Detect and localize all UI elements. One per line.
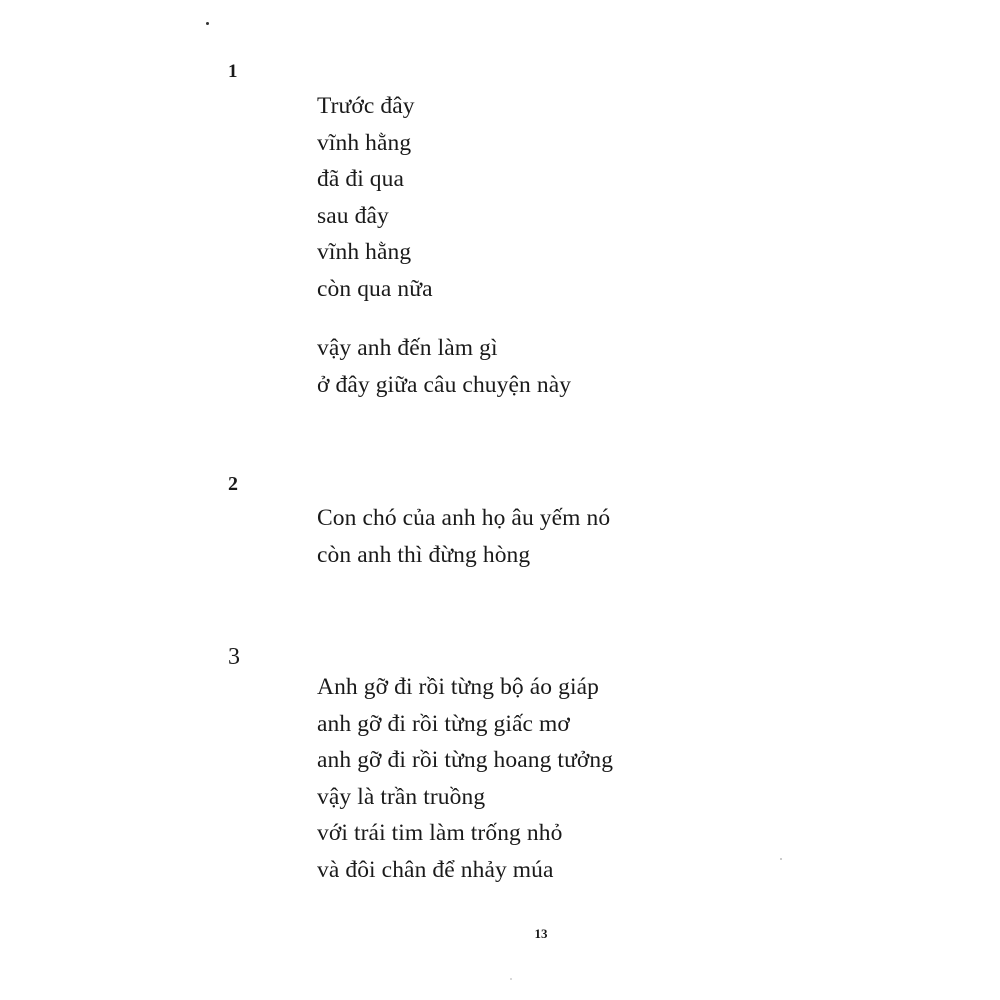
poem-line: vậy anh đến làm gì (317, 335, 498, 361)
section-number: 1 (228, 61, 238, 82)
poem-line: sau đây (317, 202, 389, 229)
section-number: 3 (228, 644, 240, 670)
page-number: 13 (534, 926, 548, 941)
poem-stanza (317, 88, 433, 307)
poem-line: Anh gỡ đi rồi từng bộ áo giáp (317, 674, 599, 700)
poem-line: với trái tim làm trống nhỏ (317, 820, 563, 846)
poem-stanza (317, 500, 610, 573)
ink-speck (780, 858, 782, 860)
poem-line: vĩnh hằng (317, 239, 412, 265)
poem-line: còn anh thì đừng hòng (317, 541, 531, 568)
poem-line: anh gỡ đi rồi từng hoang tưởng (317, 747, 614, 773)
poem-line: Con chó của anh họ âu yếm nó (317, 505, 611, 531)
poem-line: ở đây giữa câu chuyện này (317, 371, 572, 398)
section-number: 2 (228, 473, 238, 495)
poem-line: và đôi chân để nhảy múa (317, 856, 554, 883)
poem-line: anh gỡ đi rồi từng giấc mơ (317, 710, 570, 737)
poem-line: đã đi qua (317, 166, 405, 192)
poem-line: còn qua nữa (317, 275, 433, 302)
poem-stanza (317, 330, 571, 403)
ink-speck (510, 978, 512, 980)
poem-line: vĩnh hằng (317, 129, 412, 156)
poem-stanza (317, 669, 613, 888)
poem-line: vậy là trần truồng (317, 783, 486, 810)
poem-line: Trước đây (317, 93, 415, 119)
ink-speck (206, 22, 209, 25)
